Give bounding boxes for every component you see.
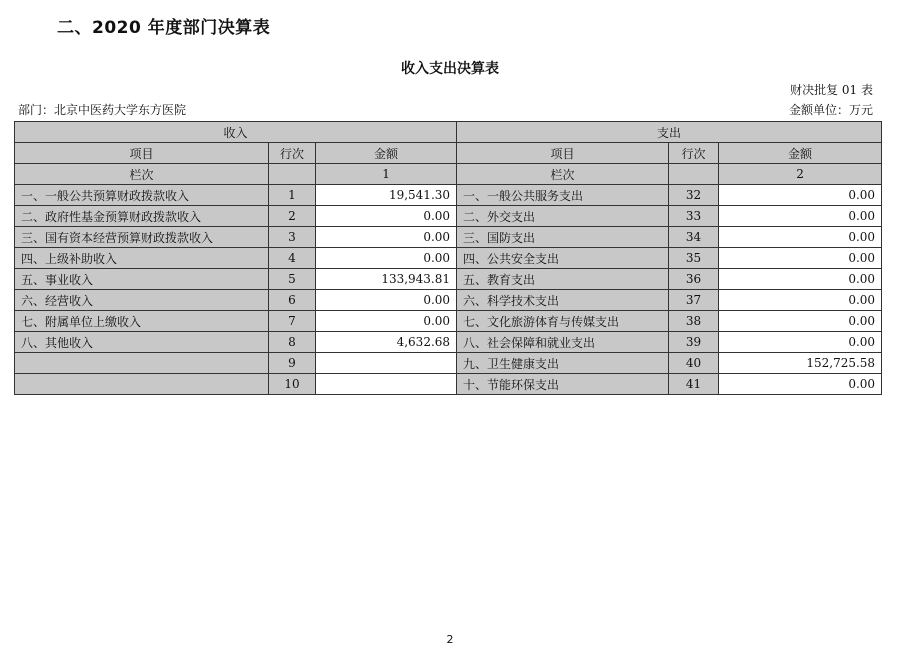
expense-row-cell: 38 [669,311,719,332]
expense-lanci-label: 栏次 [457,164,669,185]
income-item-cell: 六、经营收入 [15,290,269,311]
income-item-cell: 八、其他收入 [15,332,269,353]
expense-item-cell: 六、科学技术支出 [457,290,669,311]
table-title: 收入支出决算表 [401,61,499,77]
expense-item-cell: 一、一般公共服务支出 [457,185,669,206]
expense-amount-cell: 152,725.58 [719,353,882,374]
income-amount-cell [316,353,457,374]
income-expense-table [14,121,882,395]
income-row-cell: 1 [269,185,316,206]
income-row-cell: 3 [269,227,316,248]
expense-row-cell: 36 [669,269,719,290]
expense-lanci-row [669,164,719,185]
income-lanci-row [269,164,316,185]
table-row [15,185,882,206]
income-item-cell: 五、事业收入 [15,269,269,290]
income-row-cell: 6 [269,290,316,311]
expense-row-cell: 34 [669,227,719,248]
unit-label: 金额单位：万元 [788,103,873,117]
expense-item-cell: 八、社会保障和就业支出 [457,332,669,353]
expense-item-header: 项目 [457,143,669,164]
expense-item-cell: 九、卫生健康支出 [457,353,669,374]
income-item-cell: 一、一般公共预算财政拨款收入 [15,185,269,206]
expense-row-cell: 35 [669,248,719,269]
expense-item-cell: 四、公共安全支出 [457,248,669,269]
income-amount-cell: 0.00 [316,227,457,248]
income-amount-cell: 0.00 [316,206,457,227]
form-code: 财决批复 01 表 [790,83,873,97]
income-row-cell: 9 [269,353,316,374]
expense-item-cell: 五、教育支出 [457,269,669,290]
expense-amount-cell: 0.00 [719,311,882,332]
income-row-cell: 2 [269,206,316,227]
expense-amount-cell: 0.00 [719,227,882,248]
expense-row-cell: 39 [669,332,719,353]
expense-row-header: 行次 [669,143,719,164]
expense-row-cell: 32 [669,185,719,206]
expense-item-cell: 十、节能环保支出 [457,374,669,395]
table-row [15,248,882,269]
header-row-sections [15,122,882,143]
expense-amount-cell: 0.00 [719,332,882,353]
expense-lanci-number: 2 [719,164,882,185]
income-item-cell: 四、上级补助收入 [15,248,269,269]
expense-item-cell: 二、外交支出 [457,206,669,227]
income-item-cell: 二、政府性基金预算财政拨款收入 [15,206,269,227]
income-amount-cell: 0.00 [316,311,457,332]
expense-row-cell: 33 [669,206,719,227]
expense-item-cell: 七、文化旅游体育与传媒支出 [457,311,669,332]
table-row [15,269,882,290]
header-row-columns [15,143,882,164]
income-item-header: 项目 [15,143,269,164]
income-item-cell: 七、附属单位上缴收入 [15,311,269,332]
table-row [15,353,882,374]
table-row [15,374,882,395]
expense-amount-cell: 0.00 [719,374,882,395]
table-row [15,311,882,332]
table-row [15,290,882,311]
expense-amount-cell: 0.00 [719,185,882,206]
section-heading: 二、2020 年度部门决算表 [57,18,271,38]
table-row [15,332,882,353]
income-amount-cell: 19,541.30 [316,185,457,206]
income-row-cell: 10 [269,374,316,395]
income-item-cell [15,353,269,374]
lanci-row [15,164,882,185]
income-amount-cell: 0.00 [316,290,457,311]
expense-row-cell: 40 [669,353,719,374]
income-row-cell: 4 [269,248,316,269]
income-lanci-label: 栏次 [15,164,269,185]
income-item-cell: 三、国有资本经营预算财政拨款收入 [15,227,269,248]
income-row-header: 行次 [269,143,316,164]
income-row-cell: 7 [269,311,316,332]
table-row [15,227,882,248]
expense-item-cell: 三、国防支出 [457,227,669,248]
income-amount-header: 金额 [316,143,457,164]
expense-amount-cell: 0.00 [719,290,882,311]
expense-amount-cell: 0.00 [719,269,882,290]
income-item-cell [15,374,269,395]
expense-section-header: 支出 [457,122,882,143]
income-row-cell: 5 [269,269,316,290]
page-number: 2 [446,633,454,646]
table-row [15,206,882,227]
income-section-header: 收入 [15,122,457,143]
expense-amount-cell: 0.00 [719,206,882,227]
income-lanci-number: 1 [316,164,457,185]
income-amount-cell: 0.00 [316,248,457,269]
expense-amount-header: 金额 [719,143,882,164]
department-label: 部门：北京中医药大学东方医院 [18,103,187,117]
income-amount-cell: 133,943.81 [316,269,457,290]
expense-row-cell: 37 [669,290,719,311]
income-row-cell: 8 [269,332,316,353]
income-amount-cell [316,374,457,395]
income-amount-cell: 4,632.68 [316,332,457,353]
expense-row-cell: 41 [669,374,719,395]
expense-amount-cell: 0.00 [719,248,882,269]
